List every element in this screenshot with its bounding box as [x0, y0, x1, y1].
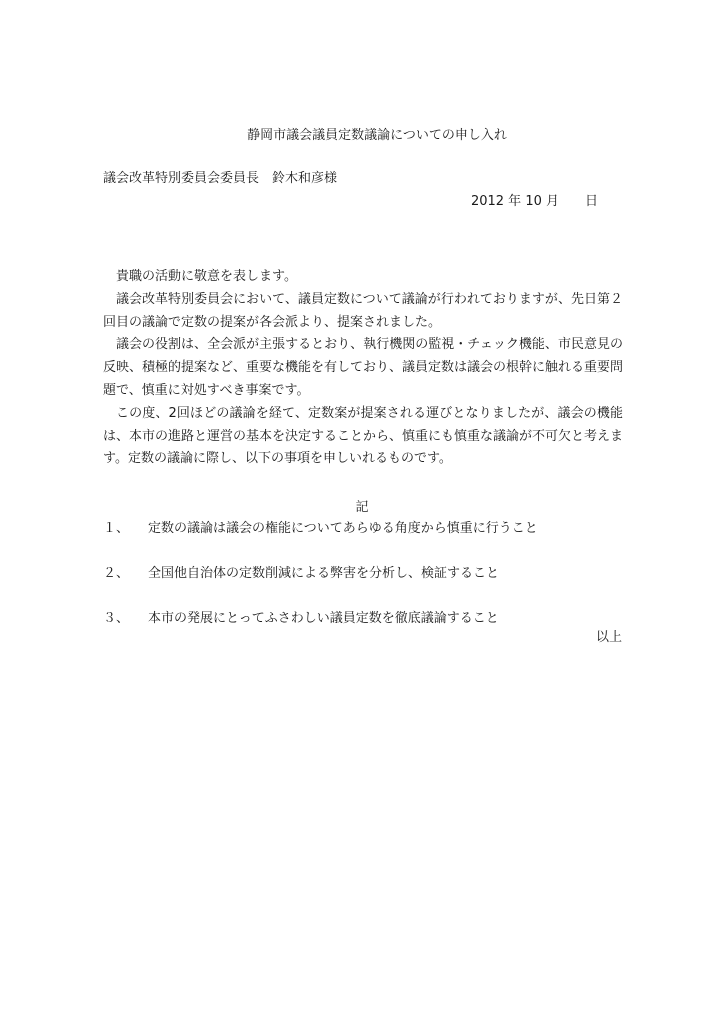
list-item: [103, 607, 623, 652]
paragraph: 貴職の活動に敬意を表します。: [116, 269, 297, 284]
item-number: １、: [103, 521, 130, 536]
date-line: 2012 年 10 月 日: [470, 194, 598, 209]
item-text: 本市の発展にとってふさわしい議員定数を徹底議論すること: [148, 611, 499, 626]
document-title: 静岡市議会議員定数議論についての申し入れ: [247, 128, 507, 143]
list-item: [103, 517, 623, 562]
body-text: [103, 266, 623, 471]
item-text: 全国他自治体の定数削減による弊害を分析し、検証すること: [148, 566, 500, 581]
closing-mark: 以上: [595, 630, 622, 645]
ki-heading: 記: [355, 500, 369, 515]
paragraph: 議会の役割は、全会派が主張するとおり、執行機関の監視・チェック機能、市民意見の反映、積極的提案など、重要な機能を有しており、議員定数は議会の根幹に触れる重要問題で、慎重に対処すべき事案です。: [103, 337, 624, 398]
paragraph: 議会改革特別委員会において、議員定数について議論が行われておりますが、先日第２回目の議論で定数の提案が各会派より、提案されました。: [103, 291, 623, 330]
paragraph: この度、2回ほどの議論を経て、定数案が提案される運びとなりましたが、議会の機能は、本市の進路と運営の基本を決定することから、慎重にも慎重な議論が不可欠と考えます。定数の議論に際し、以下の事項を申しいれるものです。: [103, 405, 624, 467]
list-item: [103, 562, 623, 607]
item-text: 定数の議論は議会の権能についてあらゆる角度から慎重に行うこと: [148, 521, 538, 536]
request-items-list: [103, 517, 623, 652]
item-number: ２、: [103, 566, 130, 581]
recipient-line: 議会改革特別委員会委員長 鈴木和彦様: [103, 171, 338, 186]
item-number: ３、: [103, 611, 130, 626]
